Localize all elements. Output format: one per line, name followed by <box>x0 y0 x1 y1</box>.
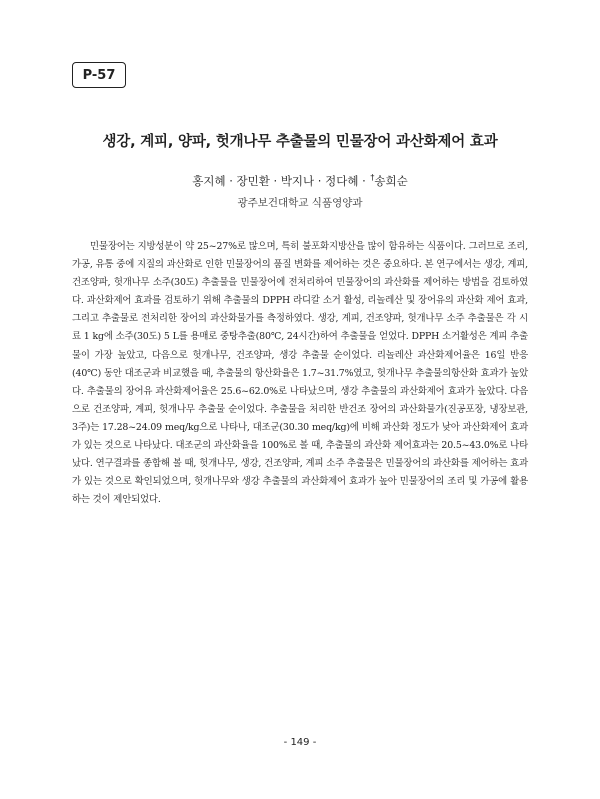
paper-title: 생강, 계피, 양파, 헛개나무 추출물의 민물장어 과산화제어 효과 <box>102 134 498 150</box>
abstract-body: 민물장어는 지방성분이 약 25~27%로 많으며, 특히 불포화지방산을 많이 함유하는 식품이다. 그러므로 조리, 가공, 유통 중에 지질의 과산화로 인한 민물장어의 품질 변화를 제어하는 것은 중요하다. 본 연구에서는 생강, 계피, 건조양파, 헛개나무 소주(30도) 추출물을 민물장어에 전처리하여 민물장어의 과산화를 제어하는 방법을 검토하였다. 과산화제어 효과를 검토하기 위해 추출물의 DPPH 라디칼 소거 활성, 리놀레산 및 장어유의 과산화 제어 효과, 그리고 추출물로 전처리한 장어의 과산화물가를 측정하였다. 생강, 계피, 건조양파, 헛개나무 소주 추출물은 각 시료 1 kg에 소주(30도) 5 L를 용매로 중탕추출(80℃, 24시간)하여 추출물을 얻었다. DPPH 소거활성은 계피 추출물이 가장 높았고, 다음으로 헛개나무, 건조양파, 생강 추출물 순이었다. 리놀레산 과산화제어율은 16일 반응(40℃) 동안 대조군과 비교했을 때, 추출물의 항산화율은 1.7~31.7%였고, 헛개나무 추출물의항산화 효과가 높았다. 추출물의 장어유 과산화제어율은 25.6~62.0%로 나타났으며, 생강 추출물의 과산화제어 효과가 높았다. 다음으로 건조양파, 계피, 헛개나무 추출물 순이었다. 추출물을 처리한 반건조 장어의 과산화물가(진공포장, 냉장보관, 3주)는 17.28~24.09 meq/kg으로 나타나, 대조군(30.30 meq/kg)에 비해 과산화 정도가 낮아 과산화제어 효과가 있는 것으로 나타났다. 대조군의 과산화율을 100%로 볼 때, 추출물의 과산화 제어효과는 20.5~43.0%로 나타났다. 연구결과를 종합해 볼 때, 헛개나무, 생강, 건조양파, 계피 소주 추출물은 민물장어의 과산화를 제어하는 효과가 있는 것으로 확인되었으며, 헛개나무와 생강 추출물의 과산화제어 효과가 높아 민물장어의 조리 및 가공에 활용하는 것이 제안되었다. <box>72 241 528 506</box>
page-number: - 149 - <box>283 737 317 748</box>
poster-number-badge <box>72 62 126 88</box>
corresponding-author-name: 송희순 <box>374 174 408 188</box>
affiliation: 광주보건대학교 식품영양과 <box>237 197 363 209</box>
poster-number-label: P-57 <box>82 67 116 83</box>
corresponding-author-mark: † <box>370 173 375 182</box>
author-names: 홍지혜 · 장민환 · 박지나 · 정다혜 · <box>192 174 370 188</box>
author-list <box>0 173 600 189</box>
